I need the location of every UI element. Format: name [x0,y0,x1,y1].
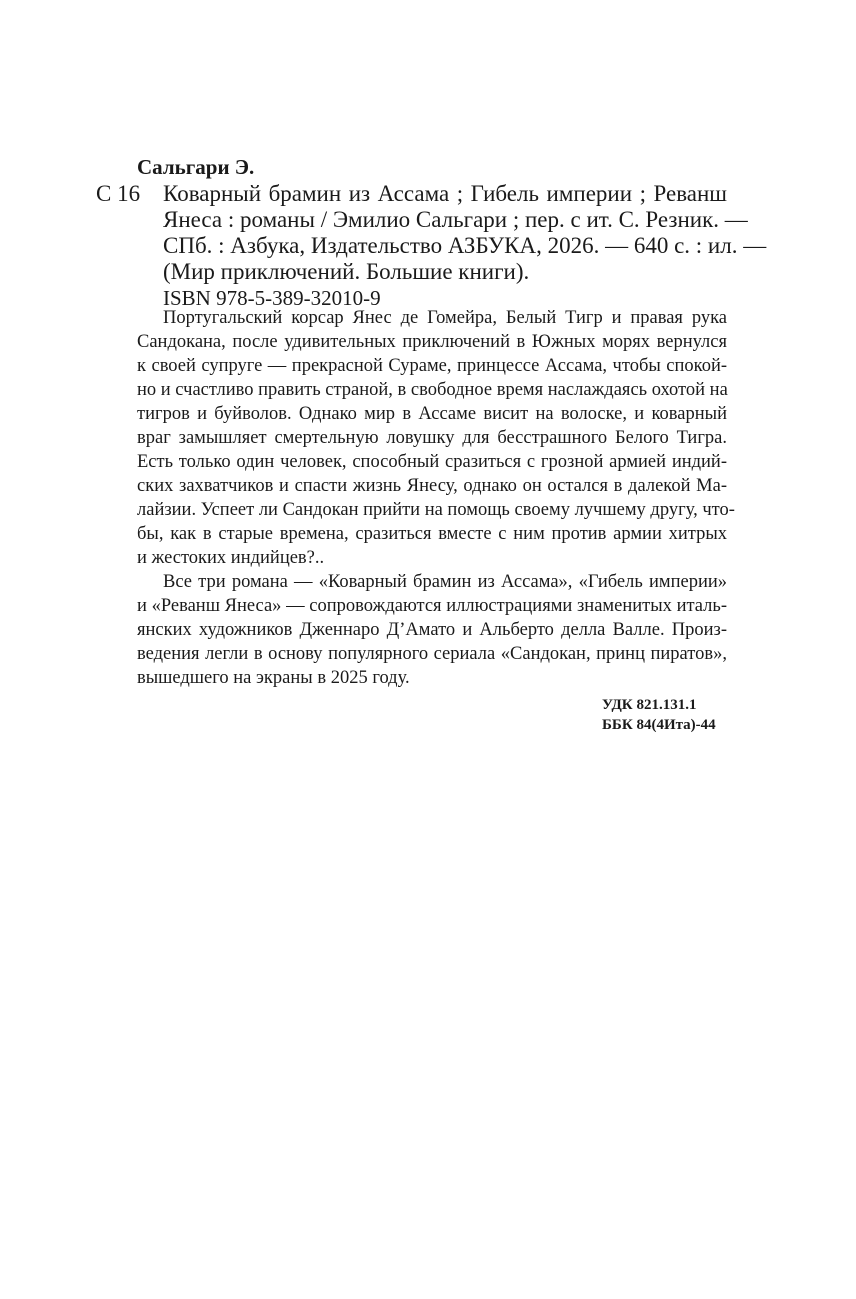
annotation-line: Есть только один человек, способный сразиться с грозной армией индий- [137,452,727,472]
annotation-line: ведения легли в основу популярного сериала «Сандокан, принц пиратов», [137,644,727,664]
annotation-line: но и счастливо править страной, в свободное время наслаждаясь охотой на [137,380,728,400]
annotation-line: к своей супруге — прекрасной Сураме, принцессе Ассама, чтобы спокой- [137,356,727,376]
annotation-line: Португальский корсар Янес де Гомейра, Белый Тигр и правая рука [163,308,727,328]
author-heading: Сальгари Э. [137,155,255,179]
annotation-line: Все три романа — «Коварный брамин из Ассама», «Гибель империи» [163,572,727,592]
bibliographic-line: (Мир приключений. Большие книги). [163,259,530,284]
annotation-line: вышедшего на экраны в 2025 году. [137,668,410,688]
bbk-classification: ББК 84(4Ита)-44 [602,717,716,733]
bibliographic-line: Янеса : романы / Эмилио Сальгари ; пер. с ит. С. Резник. — [163,207,748,232]
udc-classification: УДК 821.131.1 [602,697,697,713]
bibliographic-line: Коварный брамин из Ассама ; Гибель империи ; Реванш [163,181,727,206]
annotation-line: и жестоких индийцев?.. [137,548,325,568]
annotation-line: враг замышляет смертельную ловушку для бесстрашного Белого Тигра. [137,428,727,448]
author-code: С 16 [96,181,141,206]
annotation-line: лайзии. Успеет ли Сандокан прийти на помощь своему лучшему другу, что- [137,500,735,520]
annotation-line: и «Реванш Янеса» — сопровождаются иллюстрациями знаменитых италь- [137,596,727,616]
annotation-line: ских захватчиков и спасти жизнь Янесу, однако он остался в далекой Ма- [137,476,727,496]
isbn: ISBN 978-5-389-32010-9 [163,286,381,310]
annotation-line: бы, как в старые времена, сразиться вместе с ним против армии хитрых [137,524,727,544]
annotation-line: Сандокана, после удивительных приключений в Южных морях вернулся [137,332,727,352]
annotation-line: тигров и буйволов. Однако мир в Ассаме висит на волоске, и коварный [137,404,727,424]
annotation-line: янских художников Дженнаро Д’Амато и Альберто делла Валле. Произ- [137,620,727,640]
bibliographic-line: СПб. : Азбука, Издательство АЗБУКА, 2026. — 640 с. : ил. — [163,233,767,258]
